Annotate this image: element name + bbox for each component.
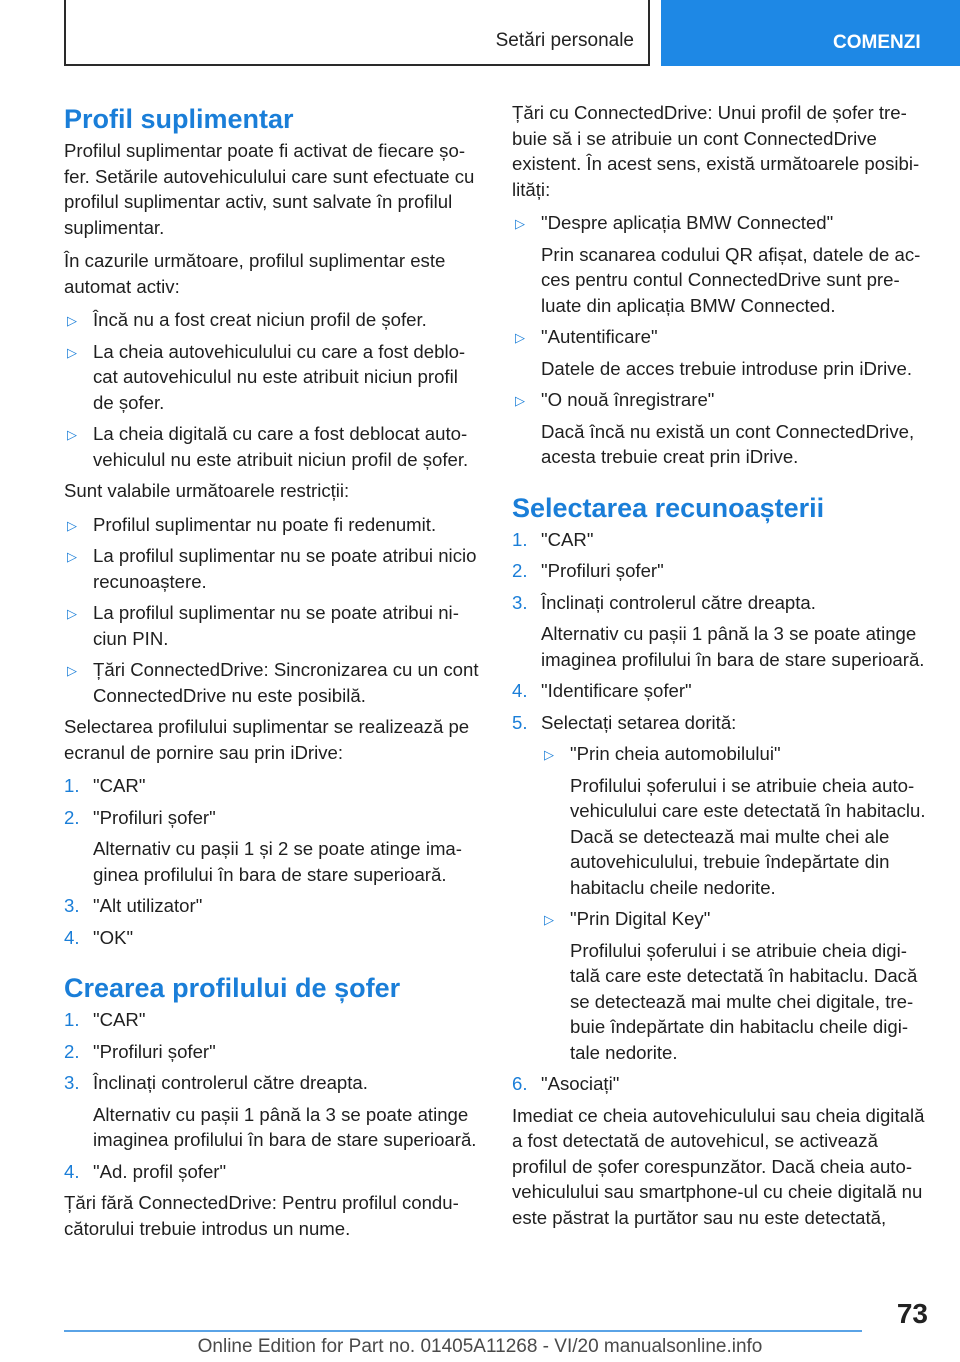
step-item: 1. "CAR"	[512, 527, 928, 553]
bullet-list	[64, 512, 480, 709]
triangle-bullet-icon: ▷	[67, 344, 77, 360]
triangle-bullet-icon: ▷	[515, 330, 525, 345]
step-item: 3. "Alt utilizator"	[64, 893, 480, 919]
steps-list	[512, 527, 928, 1097]
header-chapter-title: COMENZI	[833, 32, 921, 53]
paragraph: Imediat ce cheia autovehiculului sau cheia digitală a fost detectată de autovehicul, se activează profilul de șofer corespunzător. Dacă cheia autovehiculului sau smartphone-ul cu cheie digitală nu este păstrat la purtător sau nu este detectată,	[512, 1104, 925, 1228]
step-number: 2.	[64, 1040, 80, 1062]
step-note: Alternativ cu pașii 1 și 2 se poate atinge imaginea profilului în bara de stare superioară.	[93, 838, 462, 885]
steps-list	[64, 773, 480, 950]
page-number: 73	[896, 1298, 928, 1329]
left-column	[64, 103, 480, 1249]
bullet-list	[512, 210, 928, 470]
step-item: 4. "Ad. profil șofer"	[64, 1159, 480, 1185]
triangle-bullet-icon: ▷	[67, 427, 77, 442]
list-item: ▷ La cheia autovehiculului cu care a fost deblocat autovehiculul nu este atribuit niciun profil de șofer.	[67, 340, 466, 413]
list-item-note: Datele de acces trebuie introduse prin iDrive.	[541, 357, 913, 379]
footer-divider	[64, 1330, 862, 1332]
step-number: 1.	[512, 528, 528, 550]
list-item: ▷ Profilul suplimentar nu poate fi redenumit.	[64, 512, 480, 538]
paragraph: Sunt valabile următoarele restricții:	[64, 480, 350, 501]
step-note: Alternativ cu pașii 1 până la 3 se poate atinge imaginea profilului în bara de stare superioară.	[93, 1103, 477, 1150]
step-number: 3.	[512, 591, 528, 613]
heading-create-driver-profile: Crearea profilului de șofer	[64, 973, 401, 1003]
list-item-note: Profilului șoferului i se atribuie cheia autovehiculului care este detectată în habitaclu. Dacă se detectează mai multe chei ale autovehiculului, trebuie îndepărtate din habitaclu cheile nedorite.	[570, 774, 926, 898]
list-item: ▷ Țări ConnectedDrive: Sincronizarea cu un cont ConnectedDrive nu este posibilă.	[67, 659, 479, 706]
list-item: ▷ "Prin cheia automobilului" Profilului șoferului i se atribuie cheia autovehiculului care este detectată în habitaclu. Dacă se detectează mai multe chei ale autovehiculului, trebuie îndepărtate din habitaclu cheile nedorite.	[541, 741, 928, 900]
step-number: 4.	[64, 926, 80, 948]
list-item-note: Dacă încă nu există un cont ConnectedDrive, acesta trebuie creat prin iDrive.	[541, 420, 915, 467]
step-item: 4. "Identificare șofer"	[512, 678, 928, 704]
steps-list	[64, 1007, 480, 1184]
step-number: 1.	[64, 1009, 80, 1030]
step-item: 1. "CAR"	[64, 1007, 480, 1033]
paragraph: În cazurile următoare, profilul suplimentar este automat activ:	[64, 250, 446, 297]
step-item: 2. "Profiluri șofer"	[64, 1039, 480, 1065]
paragraph: Țări cu ConnectedDrive: Unui profil de șofer trebuie să i se atribuie un cont ConnectedDrive existent. În acest sens, există următoarele posibilități:	[512, 102, 920, 200]
header-section-box	[64, 0, 650, 66]
step-item: 6. "Asociați"	[512, 1071, 928, 1097]
triangle-bullet-icon: ▷	[515, 216, 525, 231]
step-item: 4. "OK"	[64, 925, 480, 951]
step-item: 5. Selectați setarea dorită: ▷ "Prin cheia automobilului" Profilului șoferului i se atribuie cheia autovehiculului care este detectată în habitaclu. Dacă se detectează mai multe chei ale autovehiculului, trebuie îndepărtate din habitaclu cheile nedorite. ▷ "Prin Digital Key" Profilului șoferului i se atribuie cheia digitală care este detectată în habitaclu. Dacă se detectează mai multe chei digitale, trebuie îndepărtate din habitaclu cheile digitale nedorite.	[512, 710, 928, 1066]
triangle-bullet-icon: ▷	[544, 747, 554, 762]
triangle-bullet-icon: ▷	[544, 912, 554, 927]
list-item: ▷ La cheia digitală cu care a fost deblocat autovehiculul nu este atribuit niciun profil de șofer.	[67, 423, 469, 470]
footer-edition: Online Edition for Part no. 01405A11268 - VI/20 manualsonline.info	[197, 1336, 763, 1357]
step-number: 3.	[64, 1072, 80, 1093]
step-number: 6.	[512, 1073, 528, 1094]
list-item: ▷ "Despre aplicația BMW Connected" Prin scanarea codului QR afișat, datele de acces pentru contul ConnectedDrive sunt preluate din aplicația BMW Connected.	[512, 210, 928, 318]
header-section-title: Setări personale	[495, 30, 634, 51]
list-item: ▷ "O nouă înregistrare" Dacă încă nu există un cont ConnectedDrive, acesta trebuie creat prin iDrive.	[512, 387, 928, 470]
step-number: 5.	[512, 711, 528, 733]
list-item: ▷ "Prin Digital Key" Profilului șoferului i se atribuie cheia digitală care este detectată în habitaclu. Dacă se detectează mai multe chei digitale, trebuie îndepărtate din habitaclu cheile digitale nedorite.	[541, 906, 928, 1065]
step-item: 3. Înclinați controlerul către dreapta. Alternativ cu pașii 1 până la 3 se poate atinge imaginea profilului în bara de stare superioară.	[64, 1070, 480, 1153]
list-item: ▷ Încă nu a fost creat niciun profil de șofer.	[64, 307, 480, 333]
triangle-bullet-icon: ▷	[67, 663, 77, 678]
paragraph: Profilul suplimentar poate fi activat de fiecare șofer. Setările autovehiculului care sunt efectuate cu profilul suplimentar activ, sunt salvate în profilul suplimentar.	[64, 140, 475, 238]
triangle-bullet-icon: ▷	[67, 606, 77, 621]
list-item-note: Prin scanarea codului QR afișat, datele de acces pentru contul ConnectedDrive sunt preluate din aplicația BMW Connected.	[541, 243, 921, 316]
step-item: 3. Înclinați controlerul către dreapta. Alternativ cu pașii 1 până la 3 se poate atinge imaginea profilului în bara de stare superioară.	[512, 590, 928, 673]
step-number: 3.	[64, 895, 80, 916]
nested-bullet-list	[541, 741, 928, 1065]
list-item-note: Profilului șoferului i se atribuie cheia digitală care este detectată în habitaclu. Dacă se detectează mai multe chei digitale, trebuie îndepărtate din habitaclu cheile digitale nedorite.	[570, 939, 918, 1063]
triangle-bullet-icon: ▷	[67, 517, 77, 533]
header-chapter-tab	[661, 0, 960, 66]
step-number: 4.	[512, 680, 528, 701]
step-note: Alternativ cu pașii 1 până la 3 se poate atinge imaginea profilului în bara de stare superioară.	[541, 623, 925, 670]
step-number: 4.	[64, 1160, 80, 1182]
step-item: 2. "Profiluri șofer"	[512, 558, 928, 584]
step-number: 2.	[64, 806, 80, 828]
bullet-list	[64, 307, 480, 472]
triangle-bullet-icon: ▷	[67, 313, 77, 328]
list-item: ▷ La profilul suplimentar nu se poate atribui niciun PIN.	[67, 602, 459, 649]
heading-select-recognition: Selectarea recunoașterii	[512, 492, 825, 523]
step-number: 1.	[64, 775, 80, 796]
triangle-bullet-icon: ▷	[67, 549, 77, 564]
step-number: 2.	[512, 560, 528, 581]
step-item: 2. "Profiluri șofer" Alternativ cu pașii 1 și 2 se poate atinge imaginea profilului în bara de stare superioară.	[64, 805, 480, 888]
heading-additional-profile: Profil suplimentar	[64, 104, 294, 134]
list-item: ▷ "Autentificare" Datele de acces trebuie introduse prin iDrive.	[512, 324, 928, 381]
list-item: ▷ La profilul suplimentar nu se poate atribui nicio recunoaștere.	[67, 545, 477, 592]
paragraph: Selectarea profilului suplimentar se realizează pe ecranul de pornire sau prin iDrive:	[64, 716, 470, 763]
paragraph: Țări fără ConnectedDrive: Pentru profilul conducătorului trebuie introdus un nume.	[64, 1192, 459, 1239]
triangle-bullet-icon: ▷	[515, 393, 525, 408]
right-column	[512, 100, 928, 1238]
step-item: 1. "CAR"	[64, 773, 480, 799]
